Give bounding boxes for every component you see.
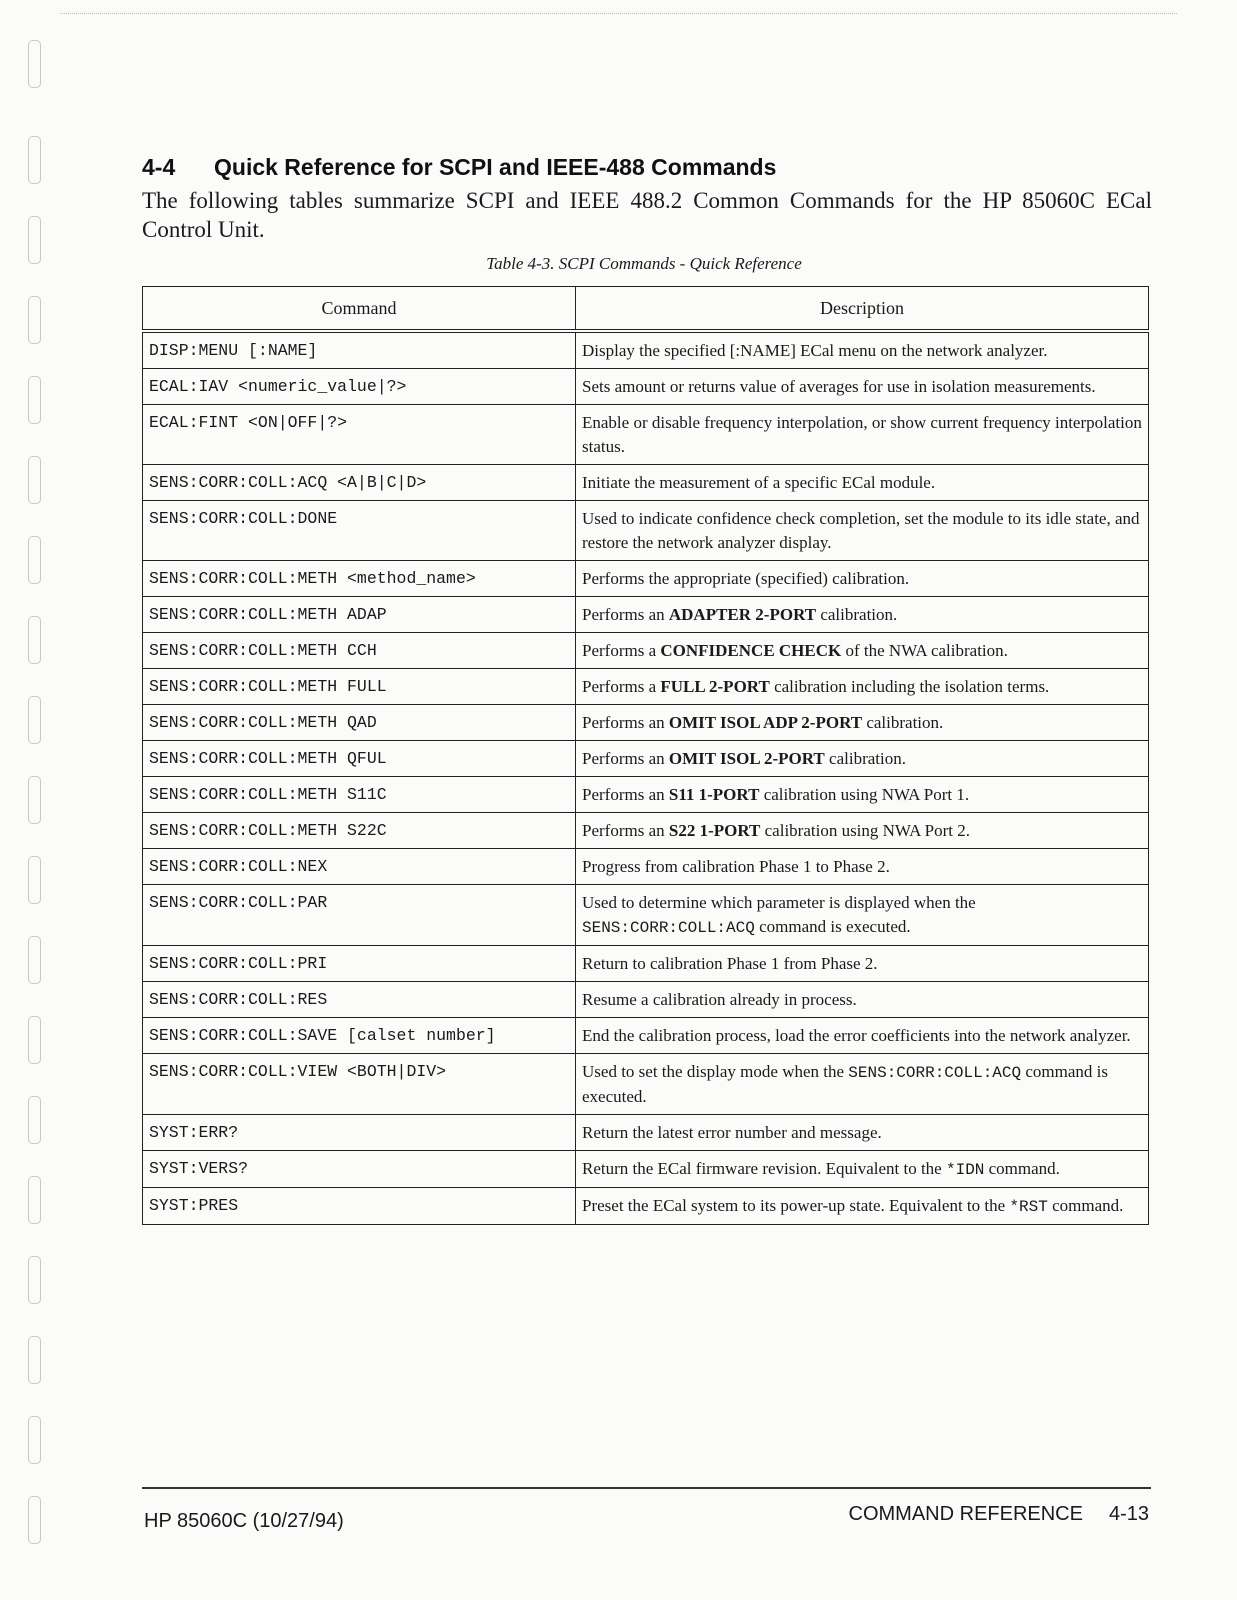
description-text: calibration using NWA Port 1. — [759, 785, 970, 804]
description-text: Resume a calibration already in process. — [582, 990, 857, 1009]
table-row — [143, 501, 1149, 561]
description-text: Performs an — [582, 785, 669, 804]
description-text: Used to determine which parameter is displayed when the — [582, 893, 976, 912]
punch-hole — [28, 856, 41, 904]
table-row — [143, 1151, 1149, 1188]
description-cell — [576, 849, 1149, 885]
punch-hole — [28, 936, 41, 984]
emphasis-text: S11 1-PORT — [668, 785, 760, 804]
scpi-commands-table — [142, 286, 1149, 1225]
description-cell — [576, 982, 1149, 1018]
footer-model-date: HP 85060C (10/27/94) — [144, 1510, 344, 1532]
description-text: Return the latest error number and message. — [582, 1123, 882, 1142]
punch-hole — [28, 616, 41, 664]
description-text: Performs a — [582, 641, 661, 660]
description-cell — [576, 369, 1149, 405]
command-cell: SENS:CORR:COLL:ACQ <A|B|C|D> — [143, 465, 576, 501]
description-text: Return to calibration Phase 1 from Phase 2. — [582, 954, 878, 973]
description-text: Performs a — [582, 677, 661, 696]
command-cell: SENS:CORR:COLL:SAVE [calset number] — [143, 1018, 576, 1054]
description-text: command. — [984, 1159, 1060, 1178]
command-cell: SENS:CORR:COLL:METH <method_name> — [143, 561, 576, 597]
command-cell: SENS:CORR:COLL:METH S11C — [143, 777, 576, 813]
command-cell: ECAL:FINT <ON|OFF|?> — [143, 405, 576, 465]
table-row — [143, 1054, 1149, 1115]
description-text: Sets amount or returns value of averages for use in isolation measurements. — [582, 377, 1096, 396]
description-cell — [576, 1018, 1149, 1054]
description-cell — [576, 1054, 1149, 1115]
table-row — [143, 885, 1149, 946]
description-text: calibration. — [816, 605, 898, 624]
inline-command: SENS:CORR:COLL:ACQ — [848, 1064, 1022, 1082]
description-cell — [576, 705, 1149, 741]
punch-hole — [28, 456, 41, 504]
description-cell — [576, 501, 1149, 561]
description-cell — [576, 669, 1149, 705]
command-cell: SENS:CORR:COLL:METH S22C — [143, 813, 576, 849]
description-cell — [576, 885, 1149, 946]
punch-hole — [28, 40, 41, 88]
table-row — [143, 1018, 1149, 1054]
table-row — [143, 982, 1149, 1018]
description-text: Display the specified [:NAME] ECal menu on the network analyzer. — [582, 341, 1048, 360]
command-cell: SENS:CORR:COLL:PRI — [143, 946, 576, 982]
binding-holes — [22, 40, 48, 1580]
command-cell: SYST:ERR? — [143, 1115, 576, 1151]
section-title: Quick Reference for SCPI and IEEE-488 Commands — [214, 154, 777, 180]
description-text: command is executed. — [754, 917, 911, 936]
command-column-header: Command — [143, 287, 576, 332]
punch-hole — [28, 1336, 41, 1384]
table-row — [143, 946, 1149, 982]
emphasis-text: FULL 2-PORT — [660, 677, 770, 696]
punch-hole — [28, 696, 41, 744]
description-text: calibration. — [824, 749, 906, 768]
description-cell — [576, 597, 1149, 633]
command-cell: SYST:VERS? — [143, 1151, 576, 1188]
command-cell: SENS:CORR:COLL:METH QAD — [143, 705, 576, 741]
description-text: calibration including the isolation terms. — [769, 677, 1050, 696]
description-cell — [576, 633, 1149, 669]
command-cell: SYST:PRES — [143, 1188, 576, 1225]
table-row — [143, 369, 1149, 405]
command-cell: SENS:CORR:COLL:METH CCH — [143, 633, 576, 669]
description-text: Enable or disable frequency interpolation, or show current frequency interpolation status. — [582, 413, 1142, 456]
table-row — [143, 465, 1149, 501]
description-text: calibration using NWA Port 2. — [760, 821, 971, 840]
description-text: command. — [1047, 1196, 1124, 1215]
command-cell: SENS:CORR:COLL:NEX — [143, 849, 576, 885]
punch-hole — [28, 536, 41, 584]
description-cell — [576, 331, 1149, 369]
description-text: of the NWA calibration. — [841, 641, 1008, 660]
description-text: Used to indicate confidence check completion, set the module to its idle state, and restore the network analyzer display. — [582, 509, 1140, 552]
emphasis-text: OMIT ISOL 2-PORT — [668, 749, 825, 768]
description-cell — [576, 741, 1149, 777]
description-cell — [576, 561, 1149, 597]
table-row — [143, 705, 1149, 741]
description-text: End the calibration process, load the error coefficients into the network analyzer. — [582, 1026, 1131, 1045]
description-text: Initiate the measurement of a specific ECal module. — [582, 473, 936, 492]
command-cell: ECAL:IAV <numeric_value|?> — [143, 369, 576, 405]
description-cell — [576, 946, 1149, 982]
command-cell: SENS:CORR:COLL:VIEW <BOTH|DIV> — [143, 1054, 576, 1115]
command-cell: SENS:CORR:COLL:RES — [143, 982, 576, 1018]
section-heading — [142, 154, 776, 181]
description-cell — [576, 1151, 1149, 1188]
description-text: Performs the appropriate (specified) calibration. — [582, 569, 910, 588]
table-header-row — [143, 287, 1149, 332]
punch-hole — [28, 296, 41, 344]
description-text: Preset the ECal system to its power-up state. Equivalent to the — [582, 1196, 1010, 1215]
table-row — [143, 405, 1149, 465]
punch-hole — [28, 1256, 41, 1304]
punch-hole — [28, 1176, 41, 1224]
description-text: Performs an — [582, 713, 669, 732]
table-row — [143, 849, 1149, 885]
punch-hole — [28, 1096, 41, 1144]
description-text: Performs an — [582, 605, 669, 624]
description-text: Performs an — [582, 821, 669, 840]
description-text: calibration. — [862, 713, 944, 732]
table-row — [143, 777, 1149, 813]
punch-hole — [28, 136, 41, 184]
scan-edge-dots — [60, 13, 1177, 14]
description-cell — [576, 405, 1149, 465]
inline-command: *IDN — [945, 1161, 985, 1179]
command-cell: SENS:CORR:COLL:METH QFUL — [143, 741, 576, 777]
description-column-header: Description — [576, 287, 1149, 332]
table-row — [143, 1188, 1149, 1225]
table-row — [143, 1115, 1149, 1151]
emphasis-text: S22 1-PORT — [668, 821, 761, 840]
punch-hole — [28, 216, 41, 264]
emphasis-text: OMIT ISOL ADP 2-PORT — [668, 713, 863, 732]
footer-rule — [142, 1487, 1151, 1489]
description-cell — [576, 465, 1149, 501]
command-cell: DISP:MENU [:NAME] — [143, 331, 576, 369]
description-cell — [576, 1115, 1149, 1151]
emphasis-text: CONFIDENCE CHECK — [660, 641, 842, 660]
intro-paragraph: The following tables summarize SCPI and IEEE 488.2 Common Commands for the HP 85060C ECal Control Unit. — [142, 188, 1152, 242]
description-cell — [576, 1188, 1149, 1225]
table-row — [143, 669, 1149, 705]
description-text: Used to set the display mode when the — [582, 1062, 849, 1081]
command-cell: SENS:CORR:COLL:METH ADAP — [143, 597, 576, 633]
page-number: 4-13 — [1108, 1503, 1149, 1525]
punch-hole — [28, 776, 41, 824]
table-row — [143, 597, 1149, 633]
table-row — [143, 813, 1149, 849]
description-text: Performs an — [582, 749, 669, 768]
table-row — [143, 331, 1149, 369]
punch-hole — [28, 1416, 41, 1464]
section-number: 4-4 — [142, 154, 176, 180]
description-text: command is executed. — [582, 1062, 1108, 1106]
command-cell: SENS:CORR:COLL:PAR — [143, 885, 576, 946]
description-cell — [576, 777, 1149, 813]
punch-hole — [28, 376, 41, 424]
punch-hole — [28, 1496, 41, 1544]
footer-chapter: COMMAND REFERENCE — [848, 1503, 1083, 1525]
table-row — [143, 633, 1149, 669]
table-caption: Table 4-3. SCPI Commands - Quick Reference — [486, 254, 802, 273]
description-cell — [576, 813, 1149, 849]
table-row — [143, 561, 1149, 597]
command-cell: SENS:CORR:COLL:DONE — [143, 501, 576, 561]
inline-command: SENS:CORR:COLL:ACQ — [582, 919, 755, 937]
description-text: Progress from calibration Phase 1 to Phase 2. — [582, 857, 890, 876]
emphasis-text: ADAPTER 2-PORT — [668, 605, 817, 624]
inline-command: *RST — [1009, 1198, 1048, 1216]
footer-right — [849, 1503, 1149, 1526]
punch-hole — [28, 1016, 41, 1064]
table-row — [143, 741, 1149, 777]
description-text: Return the ECal firmware revision. Equivalent to the — [582, 1159, 946, 1178]
command-cell: SENS:CORR:COLL:METH FULL — [143, 669, 576, 705]
